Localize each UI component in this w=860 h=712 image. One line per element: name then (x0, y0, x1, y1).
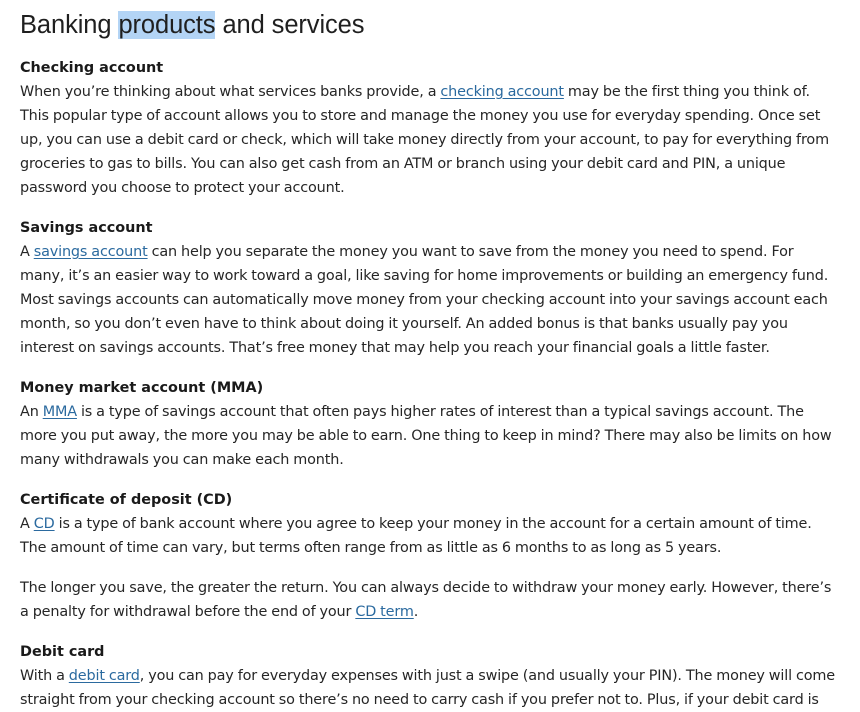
cd-term-link[interactable]: CD term (355, 604, 414, 620)
selected-text-highlight[interactable]: products (118, 11, 216, 39)
paragraph-text: is a type of savings account that often pays higher rates of interest than a typical savings account. The more you put away, the more you may be able to earn. One thing to keep in mind? There may also be limits on how many withdrawals you can make each month. (20, 404, 832, 468)
section-money-market-account (20, 376, 860, 472)
section-checking-account (20, 56, 860, 200)
paragraph-text: . (413, 604, 419, 620)
section-paragraph (20, 400, 840, 472)
paragraph-text: A (20, 516, 34, 532)
section-heading: Certificate of deposit (CD) (20, 492, 233, 508)
section-paragraph (20, 240, 840, 360)
section-certificate-of-deposit (20, 488, 860, 624)
page-title (20, 0, 860, 49)
mma-link[interactable]: MMA (42, 404, 77, 420)
cd-link[interactable]: CD (33, 516, 55, 532)
savings-account-link[interactable]: savings account (33, 244, 148, 260)
paragraph-text: With a (20, 668, 69, 684)
paragraph-text: can help you separate the money you want to save from the money you need to spend. For many, it’s an easier way to work toward a goal, like saving for home improvements or building an emergency fund. Most savings accounts can automatically move money from your checking account into your savings account each month, so you don’t even have to think about doing it yourself. An added bonus is that banks usually pay you interest on savings accounts. That’s free money that may help you reach your financial goals a little faster. (20, 244, 829, 356)
paragraph-text: A (20, 244, 34, 260)
section-heading: Checking account (20, 60, 164, 76)
paragraph-text: An (20, 404, 43, 420)
section-debit-card (20, 640, 860, 712)
section-paragraph (20, 664, 840, 712)
debit-card-link[interactable]: debit card (68, 668, 140, 684)
section-heading: Savings account (20, 220, 153, 236)
section-heading: Money market account (MMA) (20, 380, 264, 396)
paragraph-text: may be the first thing you think of. This popular type of account allows you to store and manage the money you use for everyday spending. Once set up, you can use a debit card or check, which will take money directly from your account, to pay for everything from groceries to gas to bills. You can also get cash from an ATM or branch using your debit card and PIN, a unique password you choose to protect your account. (20, 84, 829, 196)
page-title-part-1: Banking (20, 11, 119, 39)
section-savings-account (20, 216, 860, 360)
section-paragraph (20, 512, 840, 560)
paragraph-text: , you can pay for everyday expenses with just a swipe (and usually your PIN). The money will come straight from your checking account so there’s no need to carry cash if you prefer not to. Plus, if your debit card is (20, 668, 835, 708)
paragraph-text: The longer you save, the greater the return. You can always decide to withdraw your money early. However, there’s a penalty for withdrawal before the end of your (20, 580, 832, 620)
section-paragraph (20, 80, 840, 200)
section-paragraph (20, 576, 840, 624)
paragraph-text: When you’re thinking about what services banks provide, a (20, 84, 441, 100)
section-heading: Debit card (20, 644, 105, 660)
paragraph-text: is a type of bank account where you agree to keep your money in the account for a certain amount of time. The amount of time can vary, but terms often range from as little as 6 months to as long as 5 years. (20, 516, 812, 556)
checking-account-link[interactable]: checking account (440, 84, 564, 100)
page-title-part-2: and services (215, 11, 365, 39)
